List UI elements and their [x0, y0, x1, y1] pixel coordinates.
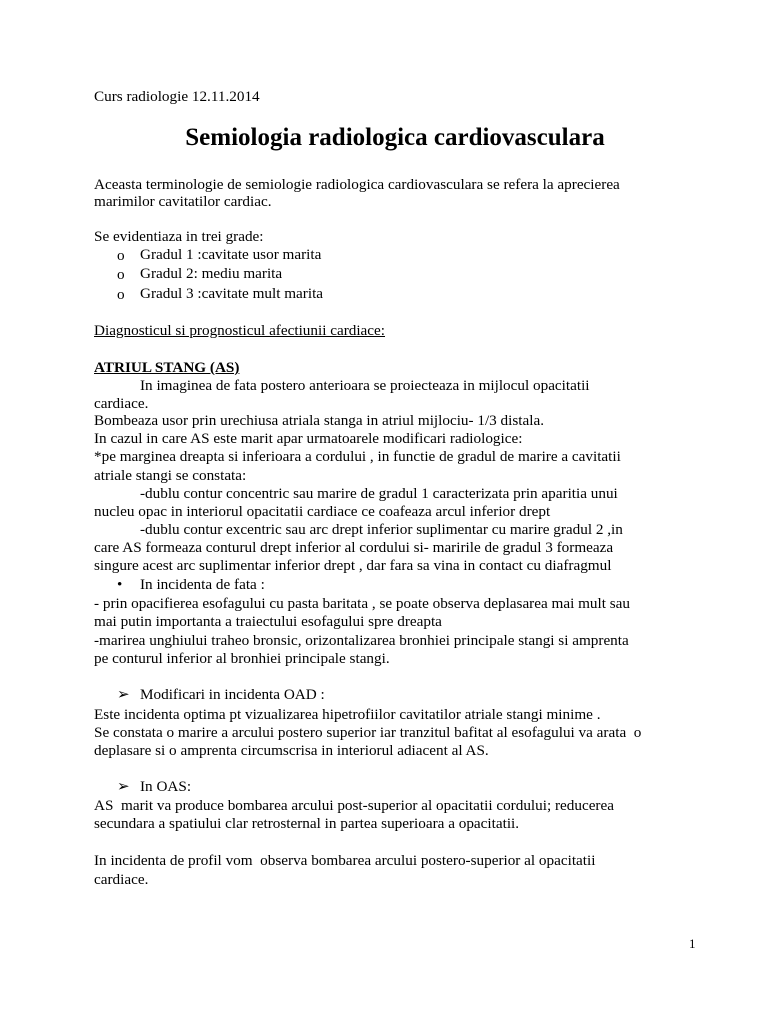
profile-line: In incidenta de profil vom observa bombarea arcului postero-superior al opacitatii: [94, 852, 596, 869]
oas-label: In OAS:: [140, 778, 192, 795]
atrium-line: atriale stangi se constata:: [94, 467, 247, 484]
frontal-line: mai putin importanta a traiectului esofagului spre dreapta: [94, 613, 442, 630]
frontal-line: - prin opacifierea esofagului cu pasta baritata , se poate observa deplasarea mai mult sau: [94, 595, 630, 612]
atrium-line: nucleu opac in interiorul opacitatii cardiace ce coafeaza arcul inferior drept: [94, 503, 551, 520]
atrium-line: -dublu contur excentric sau arc drept inferior suplimentar cu marire gradul 2 ,in: [140, 521, 623, 538]
diagnostic-heading: Diagnosticul si prognosticul afectiunii cardiace:: [94, 322, 386, 339]
frontal-line: -marirea unghiului traheo bronsic, orizontalizarea bronhiei principale stangi si amprenta: [94, 632, 629, 649]
oad-line: Se constata o marire a arcului postero superior iar tranzitul bafitat al esofagului va arata o: [94, 724, 642, 741]
dot-bullet-icon: •: [117, 576, 123, 593]
document-title: Semiologia radiologica cardiovasculara: [185, 124, 605, 151]
circle-bullet-icon: o: [117, 286, 125, 303]
atrium-line: singure acest arc suplimentar inferior drept , dar fara sa vina in contact cu diafragmul: [94, 557, 612, 574]
page-number: 1: [689, 936, 696, 951]
oad-line: Este incidenta optima pt vizualizarea hipetrofiilor cavitatilor atriale stangi minime .: [94, 706, 601, 723]
frontal-line: pe conturul inferior al bronhiei principale stangi.: [94, 650, 390, 667]
circle-bullet-icon: o: [117, 247, 125, 264]
profile-line: cardiace.: [94, 871, 149, 888]
intro-line-2: marimilor cavitatilor cardiac.: [94, 193, 272, 210]
circle-bullet-icon: o: [117, 266, 125, 283]
atrium-line: cardiace.: [94, 395, 149, 412]
atrium-line: In cazul in care AS este marit apar urmatoarele modificari radiologice:: [94, 430, 523, 447]
grades-lead: Se evidentiaza in trei grade:: [94, 228, 264, 245]
grade-item: Gradul 3 :cavitate mult marita: [140, 285, 324, 302]
grade-item: Gradul 2: mediu marita: [140, 265, 283, 282]
oad-label: Modificari in incidenta OAD :: [140, 686, 325, 703]
atrium-line: *pe marginea dreapta si inferioara a cordului , in functie de gradul de marire a cavitatii: [94, 448, 621, 465]
intro-line-1: Aceasta terminologie de semiologie radiologica cardiovasculara se refera la aprecierea: [94, 176, 620, 193]
atrium-heading: ATRIUL STANG (AS): [94, 359, 240, 376]
arrow-bullet-icon: ➢: [117, 778, 130, 795]
oas-line: AS marit va produce bombarea arcului post-superior al opacitatii cordului; reducerea: [94, 797, 614, 814]
arrow-bullet-icon: ➢: [117, 686, 130, 703]
oad-line: deplasare si o amprenta circumscrisa in interiorul adiacent al AS.: [94, 742, 489, 759]
course-header: Curs radiologie 12.11.2014: [94, 88, 260, 105]
atrium-line: -dublu contur concentric sau marire de gradul 1 caracterizata prin aparitia unui: [140, 485, 618, 502]
oas-line: secundara a spatiului clar retrosternal in partea superioara a opacitatii.: [94, 815, 520, 832]
atrium-line: Bombeaza usor prin urechiusa atriala stanga in atriul mijlociu- 1/3 distala.: [94, 412, 545, 429]
grade-item: Gradul 1 :cavitate usor marita: [140, 246, 322, 263]
frontal-label: In incidenta de fata :: [140, 576, 265, 593]
atrium-line: care AS formeaza conturul drept inferior al cordului si- maririle de gradul 3 formeaza: [94, 539, 614, 556]
atrium-line: In imaginea de fata postero anterioara se proiecteaza in mijlocul opacitatii: [140, 377, 590, 394]
